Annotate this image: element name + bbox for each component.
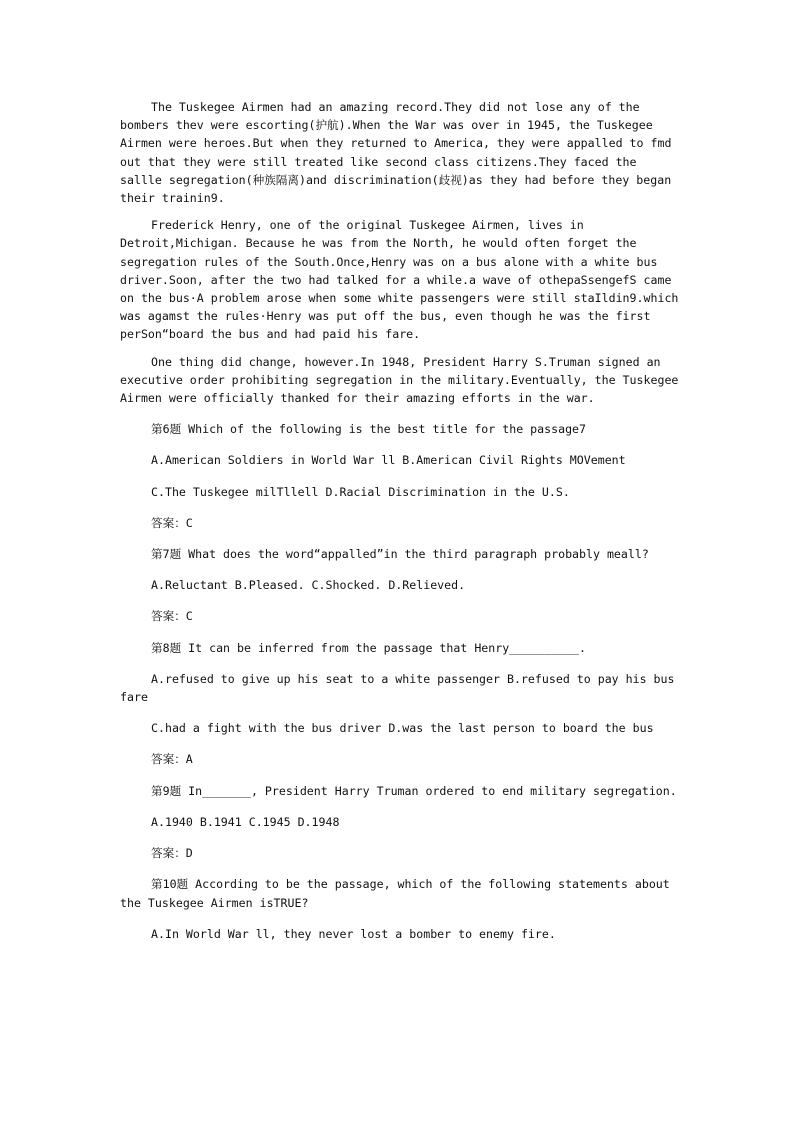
question-6-answer: 答案：C — [151, 515, 193, 530]
question-10-option-a: A.In World War ll, they never lost a bomber to enemy fire. — [151, 926, 556, 941]
passage-paragraph-3: One thing did change, however.In 1948, President Harry S.Truman signed an executive order prohibiting segregation in the military.Eventually, the Tuskegee Airmen were officially thanked for their amazing efforts in the war. — [120, 354, 679, 406]
document-page — [120, 98, 680, 943]
question-8-stem: 第8题 It can be inferred from the passage that Henry__________. — [151, 640, 587, 655]
question-9-stem: 第9题 In_______, President Harry Truman ordered to end military segregation. — [151, 783, 677, 798]
question-8-options-cd: C.had a fight with the bus driver D.was the last person to board the bus — [151, 721, 654, 736]
passage-paragraph-2: Frederick Henry, one of the original Tuskegee Airmen, lives in Detroit,Michigan. Because he was from the North, he would often forget the segregation rules of the South.Once,Henry was on a bus alone with a white bus driver.Soon, after the two had talked for a while.a wave of othepaSsengefS came on the bus·A problem arose when some white passengers were still staIldin9.which was agamst the rules·Henry was put off the bus, even though he was the first perSon“board the bus and had paid his fare. — [120, 218, 679, 342]
question-6-stem: 第6题 Which of the following is the best title for the passage7 — [151, 422, 587, 437]
passage-paragraph-1: The Tuskegee Airmen had an amazing record.They did not lose any of the bombers thev were escorting(护航).When the War was over in 1945, the Tuskegee Airmen were heroes.But when they returned to America, they were appalled to fmd out that they were still treated like second class citizens.They faced the sallle segregation(种族隔离)and discrimination(歧视)as they had before they began their trainin9. — [120, 100, 672, 206]
question-6-options-cd: C.The Tuskegee milTllell D.Racial Discrimination in the U.S. — [151, 484, 570, 499]
question-10-stem: 第10题 According to be the passage, which of the following statements about the Tuskegee Airmen isTRUE? — [120, 877, 670, 910]
question-6-options-ab: A.American Soldiers in World War ll B.American Civil Rights MOVement — [151, 453, 626, 468]
question-9-answer: 答案：D — [151, 846, 193, 861]
question-8-options-ab: A.refused to give up his seat to a white passenger B.refused to pay his bus fare — [120, 671, 675, 705]
question-9-options: A.1940 B.1941 C.1945 D.1948 — [151, 814, 340, 829]
question-7-stem: 第7题 What does the word“appalled”in the third paragraph probably meall? — [151, 547, 649, 562]
question-7-options: A.Reluctant B.Pleased. C.Shocked. D.Relieved. — [151, 578, 466, 593]
question-7-answer: 答案：C — [151, 609, 193, 624]
question-8-answer: 答案：A — [151, 752, 193, 767]
